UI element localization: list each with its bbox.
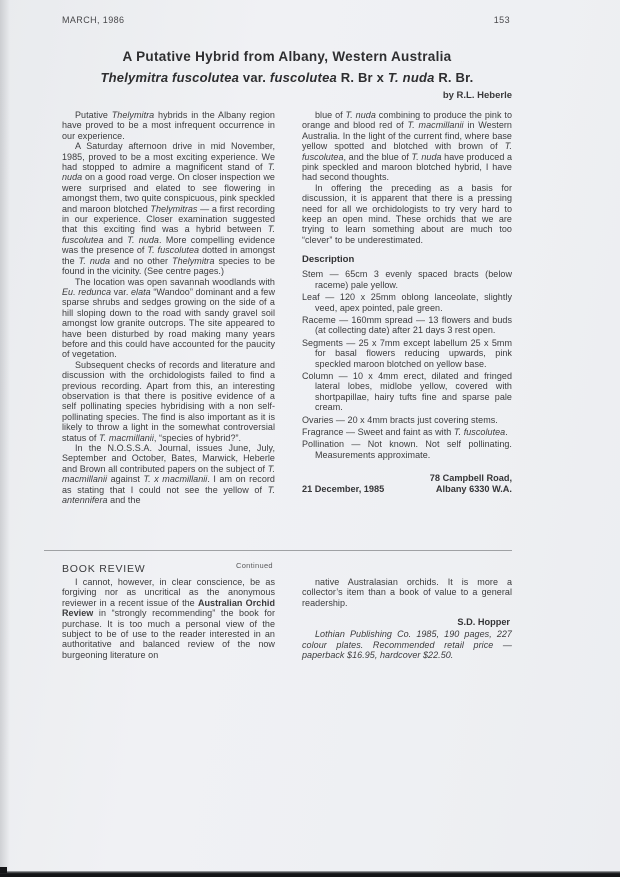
description-heading: Description [302,254,355,266]
review-left-column [62,577,275,660]
article-paragraph: The location was open savannah woodlands with Eu. redunca var. elata “Wandoo” dominant and a few sparse shrubs and sedges growing on the side of a hill sloping down to the road with sandy gravel soil amongst low granite outcrops. The site appeared to have been disturbed by road making many years before and this could have accounted for the paucity of vegetation. [62,276,275,360]
review-right-column [302,577,512,660]
article-subtitle: Thelymitra fuscolutea var. fuscolutea R. Br x T. nuda R. Br. [100,70,474,85]
description-item: Ovaries — 20 x 4mm bracts just covering stems. [302,414,498,425]
description-item: Segments — 25 x 7mm except labellum 25 x 5mm for basal flowers reducing upwards, pink speckled maroon blotched on yellow base. [302,337,512,369]
article-right-column [302,110,512,550]
review-paragraph: native Australasian orchids. It is more a collector’s item than a book of value to a general readership. [302,577,512,608]
article-left-column [62,110,275,550]
address-line-1: 78 Campbell Road, [429,473,512,484]
description-item: Stem — 65cm 3 evenly spaced bracts (below raceme) pale yellow. [302,269,512,290]
article-paragraph: blue of T. nuda combining to produce the pink to orange and blood red of T. macmillanii in Western Australia. In the light of the current find, where base yellow spotted and blotched with brown of T. fuscolutea, and the blue of T. nuda have produced a pink speckled and maroon blotched hybrid, I have had second thoughts. [302,110,512,183]
page-header [62,0,512,25]
issue-date: MARCH, 1986 [62,15,125,25]
description-item: Leaf — 120 x 25mm oblong lanceolate, slightly veed, apex pointed, pale green. [302,292,512,313]
publication-note: Lothian Publishing Co. 1985, 190 pages, 227 colour plates. Recommended retail price — paperback $16.95, hardcover $22.50. [302,629,512,661]
description-list [302,269,512,460]
book-review-continued-label: Continued [236,561,273,570]
article-body [62,110,512,550]
page-number: 153 [493,15,510,25]
article-byline: by R.L. Heberle [442,90,512,101]
address-line-2: Albany 6330 W.A. [435,483,512,494]
article-right-paragraphs [302,110,512,245]
description-item: Raceme — 160mm spread — 13 flowers and buds (at collecting date) after 21 days 3 rest open. [302,314,512,336]
author-address [430,473,512,494]
article-closing [302,473,512,494]
book-review-body [62,577,512,660]
article-paragraph: In the N.O.S.S.A. Journal, issues June, July, September and October, Bates, Marwick, Heberle and Brown all contributed papers on the subject of T. macmillanii against T. x macmillanii. I am on record as stating that I could not see the yellow of T. antennifera and the [62,443,275,506]
description-item: Column — 10 x 4mm erect, dilated and fringed lateral lobes, midlobe yellow, covered with shortpapillae, hairy tufts fine and sparse pale cream. [302,370,512,413]
article-paragraph: A Saturday afternoon drive in mid November, 1985, proved to be a most exciting experience. We had stopped to admire a magnificent stand of T. nuda on a good road verge. On closer inspection we were surprised and elated to see flowering in amongst them, two quite conspicuous, pink speckled and maroon blotched Thelymitras — a first recording in our experience. Closer examination suggested that this exciting find was a hybrid between T. fuscolutea and T. nuda. More compelling evidence was the presence of T. fuscolutea dotted in amongst the T. nuda and no other Thelymitra species to be found in the vicinity. (See centre pages.) [62,141,276,277]
description-item: Pollination — Not known. Not self pollinating. Measurements approximate. [302,439,512,460]
book-review-heading: BOOK REVIEW [62,563,146,575]
article-title: A Putative Hybrid from Albany, Western Australia [122,49,452,64]
description-item: Fragrance — Sweet and faint as with T. fuscolutea. [302,426,508,437]
scan-edge-bottom [0,871,620,877]
review-paragraph: I cannot, however, in clear conscience, be as forgiving nor as uncritical as the anonymous reviewer in a recent issue of the Australian Orchid Review in “strongly recommending” the book for purchase. It is too much a personal view of the subject to be of use to the reader interested in an authoritative and balanced review of the now burgeoning literature on [62,577,275,660]
book-review-header [62,559,620,575]
article-paragraph: In offering the preceding as a basis for discussion, it is apparent that there is a pressing need for all we orchidologists to try very hard to keep an open mind. These orchids that we are trying to learn something about are much too “clever” to be underestimated. [302,182,512,245]
article-title-block [62,49,512,101]
article-paragraph: Putative Thelymitra hybrids in the Albany region have proved to be a most infrequent occurrence in our experience. [62,110,275,141]
article-date: 21 December, 1985 [302,484,385,495]
section-divider-rule [44,550,512,551]
article-paragraph: Subsequent checks of records and literature and discussion with the orchidologists failed to find a previous recording. Apart from this, an interesting observation is that there is positive evidence of a self pollinating species hybridising with a non self-pollinating species. The find is also important as it is likely to throw a light in the somewhat controversial status of T. macmillanii, “species of hybrid?”. [62,359,275,443]
review-right-paragraphs [302,577,512,608]
reviewer-name: S.D. Hopper [457,617,510,628]
